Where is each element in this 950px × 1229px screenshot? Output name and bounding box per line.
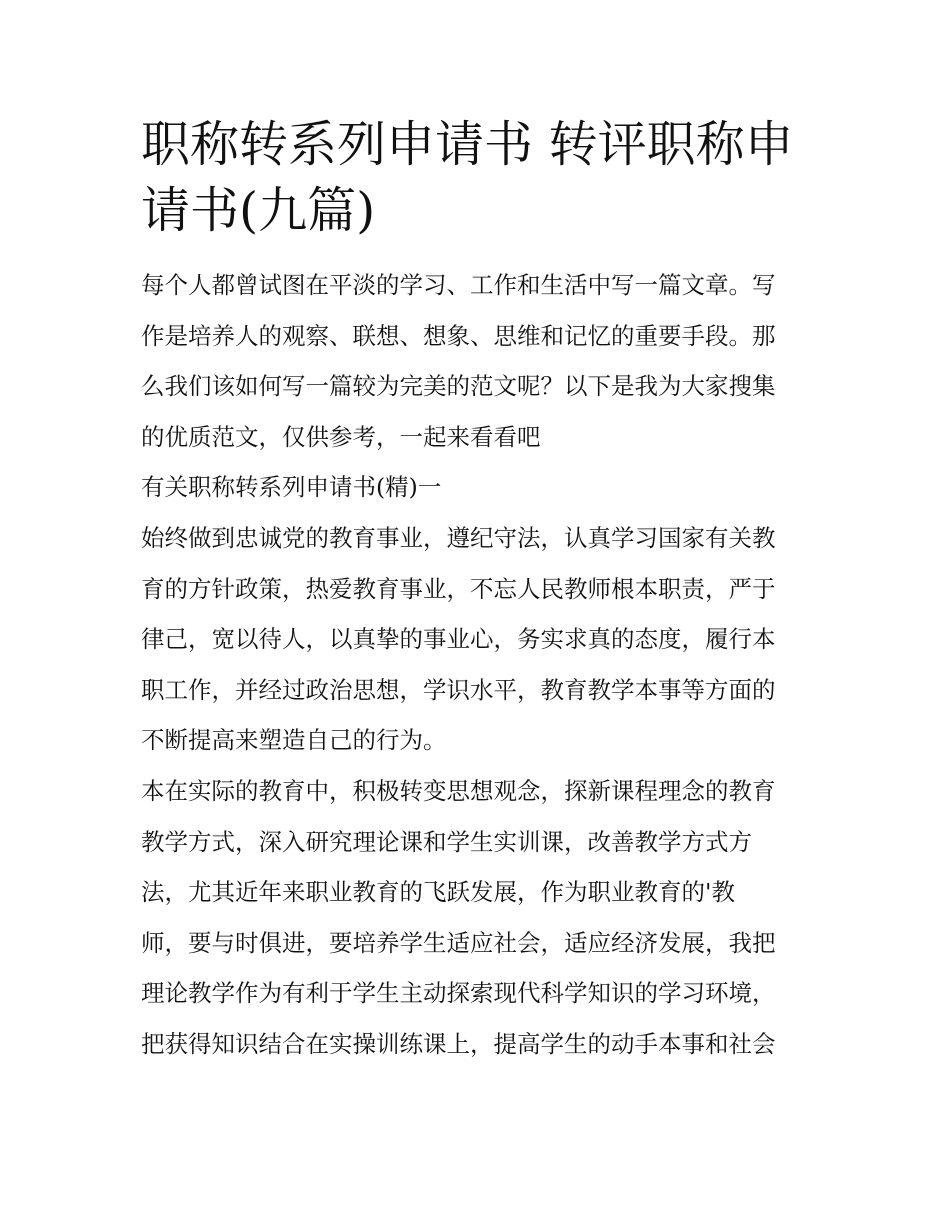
body-text-line: 法，尤其近年来职业教育的飞跃发展，作为职业教育的'教 (141, 878, 735, 907)
section-heading: 有关职称转系列申请书(精)一 (141, 473, 442, 502)
body-text-line: 育的方针政策，热爱教育事业，不忘人民教师根本职责，严于 (141, 574, 776, 603)
body-text-line: 始终做到忠诚党的教育事业，遵纪守法，认真学习国家有关教 (141, 523, 776, 552)
body-text-line: 律己，宽以待人，以真挚的事业心，务实求真的态度，履行本 (141, 625, 776, 654)
body-text-line: 作是培养人的观察、联想、想象、思维和记忆的重要手段。那 (141, 321, 776, 350)
body-text-line: 职工作，并经过政治思想，学识水平，教育教学本事等方面的 (141, 675, 776, 704)
body-text-line: 本在实际的教育中，积极转变思想观念，探新课程理念的教育 (141, 776, 776, 805)
body-text-line: 么我们该如何写一篇较为完美的范文呢？以下是我为大家搜集 (141, 372, 776, 401)
document-page (141, 112, 813, 1070)
document-title (141, 112, 813, 244)
body-text-line: 教学方式，深入研究理论课和学生实训课，改善教学方式方 (141, 827, 752, 856)
title-line: 请书(九篇) (141, 182, 376, 239)
body-text-line: 理论教学作为有利于学生主动探索现代科学知识的学习环境， (141, 979, 776, 1008)
title-line: 职称转系列申请书 转评职称申 (141, 116, 794, 173)
body-text-line: 每个人都曾试图在平淡的学习、工作和生活中写一篇文章。写 (141, 271, 776, 299)
body-text-line: 的优质范文，仅供参考，一起来看看吧 (141, 422, 541, 451)
body-text-line: 师，要与时俱进，要培养学生适应社会，适应经济发展，我把 (141, 928, 776, 957)
body-text-line: 不断提高来塑造自己的行为。 (141, 726, 447, 755)
body-text-line: 把获得知识结合在实操训练课上，提高学生的动手本事和社会 (141, 1029, 776, 1058)
document-body (141, 260, 813, 1070)
